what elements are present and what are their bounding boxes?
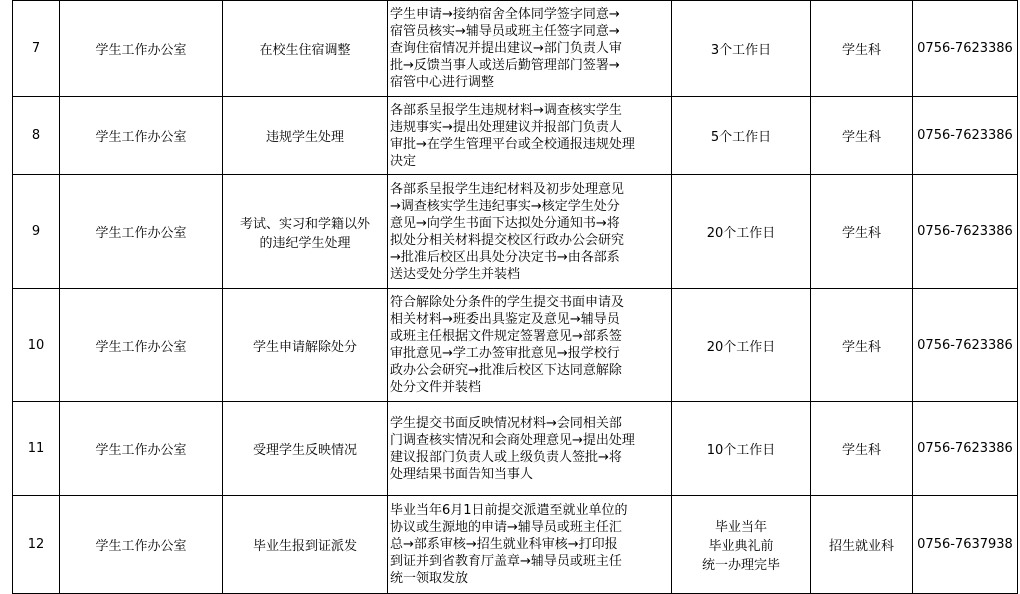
process-cell <box>388 402 672 496</box>
phone-cell: 0756-7623386 <box>913 402 1018 496</box>
time-limit-line: 20个工作日 <box>706 339 776 355</box>
process-line: 决定 <box>390 153 417 169</box>
process-line: 违规事实→提出处理建议并报部门负责人 <box>390 119 622 135</box>
item-line: 考试、实习和学籍以外 <box>239 216 370 232</box>
process-line: 毕业当年6月1日前提交派遣至就业单位的 <box>390 503 628 518</box>
time-limit-cell <box>672 289 811 402</box>
process-line: 总→部系审核→招生就业科审核→打印报 <box>390 537 618 552</box>
process-line: 或班主任根据文件规定签署意见→部系签 <box>390 329 622 344</box>
item-cell <box>223 97 388 175</box>
item-cell <box>223 402 388 496</box>
row-number: 7 <box>13 1 60 97</box>
process-line: 宿管中心进行调整 <box>390 75 495 90</box>
process-line: 各部系呈报学生违规材料→调查核实学生 <box>390 102 622 118</box>
process-line: 到证并到省教育厅盖章→辅导员或班主任 <box>390 554 622 569</box>
process-line: 协议或生源地的申请→辅导员或班主任汇 <box>390 520 622 535</box>
time-limit-cell <box>672 97 811 175</box>
item-line: 受理学生反映情况 <box>252 443 357 458</box>
process-line: 门调查核实情况和会商处理意见→提出处理 <box>390 432 635 448</box>
time-limit-line: 3个工作日 <box>710 43 772 58</box>
process-line: 各部系呈报学生违纪材料及初步处理意见 <box>390 181 625 197</box>
process-line: 审批意见→学工办签审批意见→报学校行 <box>390 346 620 361</box>
item-line: 学生申请解除处分 <box>252 339 357 355</box>
time-limit-line: 20个工作日 <box>706 226 776 241</box>
process-cell <box>388 1 672 97</box>
time-limit-line: 毕业当年 <box>714 520 767 535</box>
process-line: 建议报部门负责人或上级负责人签批→将 <box>390 449 622 465</box>
process-line: 处理结果书面告知当事人 <box>390 466 534 482</box>
row-number: 12 <box>13 496 60 594</box>
time-limit-line: 10个工作日 <box>706 443 776 458</box>
table-row <box>13 402 1018 496</box>
process-line: 统一领取发放 <box>390 571 469 586</box>
phone-cell: 0756-7623386 <box>913 97 1018 175</box>
phone-cell: 0756-7623386 <box>913 1 1018 97</box>
office-cell: 学生科 <box>811 1 913 97</box>
process-line: 审批→在学生管理平台或全校通报违规处理 <box>390 136 635 152</box>
process-line: 拟处分相关材料提交校区行政办公会研究 <box>390 232 625 248</box>
row-number: 10 <box>13 289 60 402</box>
process-line: →调查核实学生违纪事实→核定学生处分 <box>390 198 620 214</box>
process-cell <box>388 97 672 175</box>
row-number: 8 <box>13 97 60 175</box>
process-line: 学生提交书面反映情况材料→会同相关部 <box>390 415 622 431</box>
time-limit-cell <box>672 402 811 496</box>
table-row <box>13 1 1018 97</box>
process-line: →批准后校区出具处分决定书→由各部系 <box>390 249 620 265</box>
office-cell: 学生科 <box>811 97 913 175</box>
phone-cell: 0756-7623386 <box>913 289 1018 402</box>
item-cell <box>223 496 388 594</box>
department-cell: 学生工作办公室 <box>60 175 223 289</box>
process-line: 查询住宿情况并提出建议→部门负责人审 <box>390 41 622 56</box>
process-cell <box>388 496 672 594</box>
office-cell: 学生科 <box>811 402 913 496</box>
table-row <box>13 97 1018 175</box>
time-limit-line: 5个工作日 <box>710 130 772 145</box>
office-cell: 学生科 <box>811 175 913 289</box>
department-cell: 学生工作办公室 <box>60 496 223 594</box>
process-line: 处分文件并装档 <box>390 380 482 395</box>
process-line: 意见→向学生书面下达拟处分通知书→将 <box>390 215 620 231</box>
item-line: 在校生住宿调整 <box>259 43 351 58</box>
process-line: 送达受处分学生并装档 <box>390 266 521 282</box>
phone-cell: 0756-7623386 <box>913 175 1018 289</box>
department-cell: 学生工作办公室 <box>60 1 223 97</box>
table-row <box>13 289 1018 402</box>
time-limit-cell <box>672 1 811 97</box>
table-row <box>13 496 1018 594</box>
service-table <box>12 0 1018 594</box>
process-line: 批→反馈当事人或送后勤管理部门签署→ <box>390 58 620 73</box>
time-limit-cell <box>672 496 811 594</box>
item-cell <box>223 289 388 402</box>
department-cell: 学生工作办公室 <box>60 402 223 496</box>
department-cell: 学生工作办公室 <box>60 97 223 175</box>
process-line: 政办公会研究→批准后校区下达同意解除 <box>390 363 622 378</box>
item-line: 违规学生处理 <box>265 130 344 145</box>
time-limit-line: 毕业典礼前 <box>708 539 774 554</box>
office-cell: 招生就业科 <box>811 496 913 594</box>
row-number: 11 <box>13 402 60 496</box>
item-cell <box>223 1 388 97</box>
department-cell: 学生工作办公室 <box>60 289 223 402</box>
item-line: 的违纪学生处理 <box>259 235 351 251</box>
item-cell <box>223 175 388 289</box>
table-row <box>13 175 1018 289</box>
row-number: 9 <box>13 175 60 289</box>
process-line: 相关材料→班委出具鉴定及意见→辅导员 <box>390 312 620 327</box>
process-line: 学生申请→接纳宿舍全体同学签字同意→ <box>390 7 620 22</box>
process-line: 宿管员核实→辅导员或班主任签字同意→ <box>390 24 620 39</box>
process-line: 符合解除处分条件的学生提交书面申请及 <box>390 295 625 310</box>
office-cell: 学生科 <box>811 289 913 402</box>
item-line: 毕业生报到证派发 <box>252 539 357 554</box>
process-cell <box>388 175 672 289</box>
time-limit-line: 统一办理完毕 <box>701 558 780 573</box>
time-limit-cell <box>672 175 811 289</box>
phone-cell: 0756-7637938 <box>913 496 1018 594</box>
process-cell <box>388 289 672 402</box>
